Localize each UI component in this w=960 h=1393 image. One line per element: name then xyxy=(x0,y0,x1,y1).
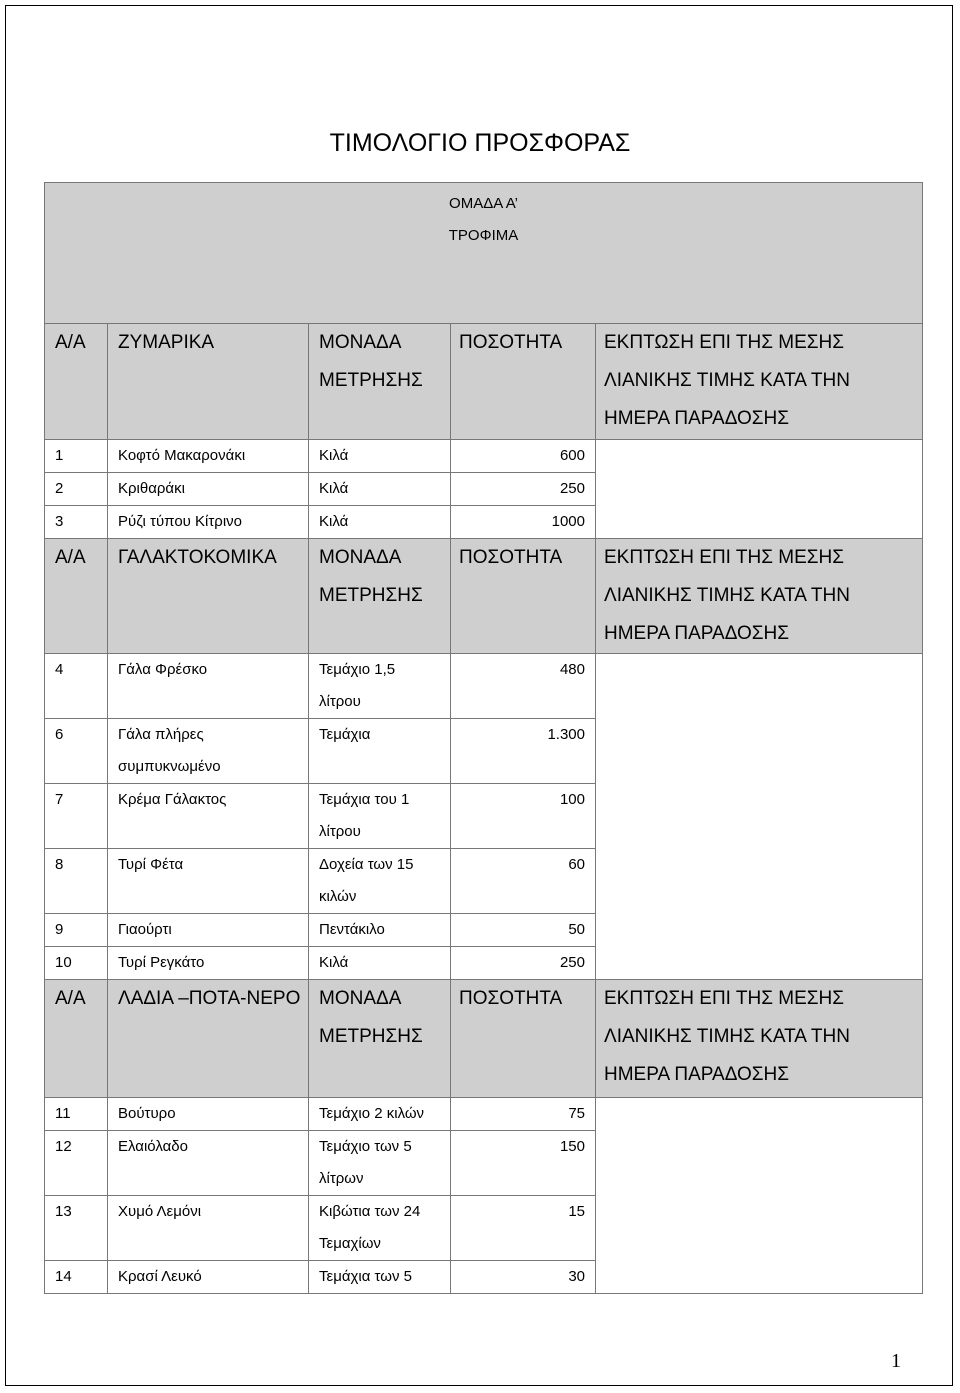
group-header xyxy=(45,183,923,324)
discount-cell[interactable] xyxy=(596,1098,923,1294)
row-number: 12 xyxy=(45,1131,108,1196)
group-subtitle: ΤΡΟΦΙΜΑ xyxy=(448,227,519,244)
item-quantity: 1000 xyxy=(451,506,596,539)
table-row xyxy=(45,1098,923,1131)
item-unit: Τεμάχιο των 5 λίτρων xyxy=(309,1131,451,1196)
item-quantity: 100 xyxy=(451,784,596,849)
item-name: Χυμό Λεμόνι xyxy=(108,1196,309,1261)
column-header-quantity: ΠΟΣΟΤΗΤΑ xyxy=(451,980,596,1098)
section-header-row xyxy=(45,980,923,1098)
row-number: 7 xyxy=(45,784,108,849)
item-unit: Τεμάχιο 1,5 λίτρου xyxy=(309,654,451,719)
column-header-aa: Α/Α xyxy=(45,539,108,654)
column-header-unit: ΜΟΝΑΔΑ ΜΕΤΡΗΣΗΣ xyxy=(309,324,451,440)
row-number: 13 xyxy=(45,1196,108,1261)
item-quantity: 1.300 xyxy=(451,719,596,784)
item-name: Γάλα Φρέσκο xyxy=(108,654,309,719)
item-name: Ελαιόλαδο xyxy=(108,1131,309,1196)
item-name: Κρασί Λευκό xyxy=(108,1261,309,1294)
group-header-row xyxy=(45,183,923,324)
item-quantity: 75 xyxy=(451,1098,596,1131)
column-header-quantity: ΠΟΣΟΤΗΤΑ xyxy=(451,324,596,440)
table-row xyxy=(45,440,923,473)
item-unit: Πεντάκιλο xyxy=(309,914,451,947)
page-number: 1 xyxy=(891,1350,901,1372)
item-unit: Δοχεία των 15 κιλών xyxy=(309,849,451,914)
column-header-unit: ΜΟΝΑΔΑ ΜΕΤΡΗΣΗΣ xyxy=(309,980,451,1098)
item-quantity: 250 xyxy=(451,947,596,980)
row-number: 10 xyxy=(45,947,108,980)
group-label: ΟΜΑΔΑ Α’ xyxy=(449,195,518,212)
column-header-category: ΓΑΛΑΚΤΟΚΟΜΙΚΑ xyxy=(108,539,309,654)
item-quantity: 250 xyxy=(451,473,596,506)
row-number: 3 xyxy=(45,506,108,539)
row-number: 2 xyxy=(45,473,108,506)
item-name: Γάλα πλήρες συμπυκνωμένο xyxy=(108,719,309,784)
item-name: Κριθαράκι xyxy=(108,473,309,506)
row-number: 1 xyxy=(45,440,108,473)
column-header-discount: ΕΚΠΤΩΣΗ ΕΠΙ ΤΗΣ ΜΕΣΗΣ ΛΙΑΝΙΚΗΣ ΤΙΜΗΣ ΚΑΤΑ ΤΗΝ ΗΜΕΡΑ ΠΑΡΑΔΟΣΗΣ xyxy=(596,539,923,654)
column-header-aa: Α/Α xyxy=(45,324,108,440)
document-title: ΤΙΜΟΛΟΓΙΟ ΠΡΟΣΦΟΡΑΣ xyxy=(329,129,631,157)
sections-body xyxy=(45,324,923,1294)
item-quantity: 150 xyxy=(451,1131,596,1196)
item-unit: Τεμάχια των 5 xyxy=(309,1261,451,1294)
item-quantity: 600 xyxy=(451,440,596,473)
item-name: Τυρί Φέτα xyxy=(108,849,309,914)
item-name: Γιαούρτι xyxy=(108,914,309,947)
item-unit: Κιλά xyxy=(309,440,451,473)
column-header-category: ΖΥΜΑΡΙΚΑ xyxy=(108,324,309,440)
discount-cell[interactable] xyxy=(596,654,923,980)
column-header-discount: ΕΚΠΤΩΣΗ ΕΠΙ ΤΗΣ ΜΕΣΗΣ ΛΙΑΝΙΚΗΣ ΤΙΜΗΣ ΚΑΤΑ ΤΗΝ ΗΜΕΡΑ ΠΑΡΑΔΟΣΗΣ xyxy=(596,980,923,1098)
column-header-discount: ΕΚΠΤΩΣΗ ΕΠΙ ΤΗΣ ΜΕΣΗΣ ΛΙΑΝΙΚΗΣ ΤΙΜΗΣ ΚΑΤΑ ΤΗΝ ΗΜΕΡΑ ΠΑΡΑΔΟΣΗΣ xyxy=(596,324,923,440)
row-number: 8 xyxy=(45,849,108,914)
column-header-aa: Α/Α xyxy=(45,980,108,1098)
item-unit: Κιλά xyxy=(309,947,451,980)
row-number: 11 xyxy=(45,1098,108,1131)
item-quantity: 50 xyxy=(451,914,596,947)
item-quantity: 480 xyxy=(451,654,596,719)
row-number: 9 xyxy=(45,914,108,947)
section-header-row xyxy=(45,324,923,440)
column-header-category: ΛΑΔΙΑ –ΠΟΤΑ-ΝΕΡΟ xyxy=(108,980,309,1098)
section-header-row xyxy=(45,539,923,654)
item-name: Βούτυρο xyxy=(108,1098,309,1131)
item-unit: Τεμάχιο 2 κιλών xyxy=(309,1098,451,1131)
column-header-unit: ΜΟΝΑΔΑ ΜΕΤΡΗΣΗΣ xyxy=(309,539,451,654)
item-unit: Κιλά xyxy=(309,473,451,506)
item-unit: Κιβώτια των 24 Τεμαχίων xyxy=(309,1196,451,1261)
item-name: Ρύζι τύπου Κίτρινο xyxy=(108,506,309,539)
item-unit: Τεμάχια του 1 λίτρου xyxy=(309,784,451,849)
column-header-quantity: ΠΟΣΟΤΗΤΑ xyxy=(451,539,596,654)
item-name: Κοφτό Μακαρονάκι xyxy=(108,440,309,473)
item-name: Τυρί Ρεγκάτο xyxy=(108,947,309,980)
discount-cell[interactable] xyxy=(596,440,923,539)
item-quantity: 30 xyxy=(451,1261,596,1294)
item-quantity: 15 xyxy=(451,1196,596,1261)
row-number: 14 xyxy=(45,1261,108,1294)
item-name: Κρέμα Γάλακτος xyxy=(108,784,309,849)
item-quantity: 60 xyxy=(451,849,596,914)
table-row xyxy=(45,654,923,719)
item-unit: Τεμάχια xyxy=(309,719,451,784)
item-unit: Κιλά xyxy=(309,506,451,539)
row-number: 4 xyxy=(45,654,108,719)
row-number: 6 xyxy=(45,719,108,784)
offer-table xyxy=(44,182,923,1294)
